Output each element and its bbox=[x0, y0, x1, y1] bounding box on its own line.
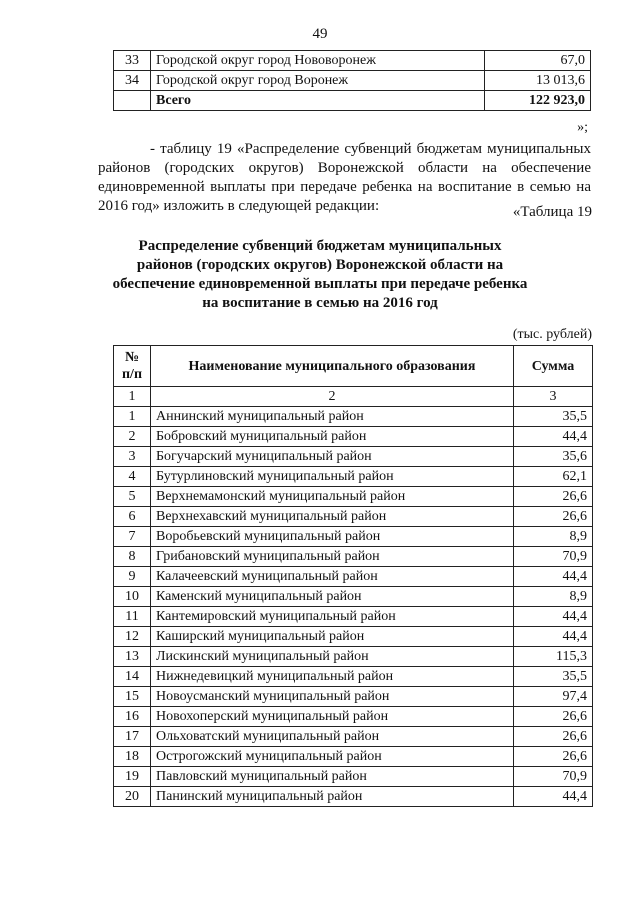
row-number: 4 bbox=[114, 467, 151, 487]
row-number: 15 bbox=[114, 687, 151, 707]
table-row bbox=[114, 51, 591, 71]
empty-cell bbox=[114, 91, 151, 111]
row-amount: 35,5 bbox=[514, 407, 593, 427]
total-amount: 122 923,0 bbox=[485, 91, 591, 111]
row-amount: 44,4 bbox=[514, 787, 593, 807]
table-row bbox=[114, 647, 593, 667]
row-amount: 35,5 bbox=[514, 667, 593, 687]
units-label: (тыс. рублей) bbox=[512, 327, 592, 342]
row-number: 18 bbox=[114, 747, 151, 767]
row-name: Верхнемамонский муниципальный район bbox=[151, 487, 514, 507]
row-name: Кантемировский муниципальный район bbox=[151, 607, 514, 627]
row-name: Воробьевский муниципальный район bbox=[151, 527, 514, 547]
row-name: Калачеевский муниципальный район bbox=[151, 567, 514, 587]
table-row bbox=[114, 427, 593, 447]
table-reference: «Таблица 19 bbox=[512, 204, 592, 220]
row-amount: 44,4 bbox=[514, 567, 593, 587]
table-row bbox=[114, 447, 593, 467]
table-row bbox=[114, 627, 593, 647]
table-row bbox=[114, 407, 593, 427]
row-number: 10 bbox=[114, 587, 151, 607]
row-number: 3 bbox=[114, 447, 151, 467]
row-name: Бобровский муниципальный район bbox=[151, 427, 514, 447]
row-name: Каменский муниципальный район bbox=[151, 587, 514, 607]
row-amount: 67,0 bbox=[485, 51, 591, 71]
row-number: 13 bbox=[114, 647, 151, 667]
table-row bbox=[114, 667, 593, 687]
row-number: 6 bbox=[114, 507, 151, 527]
row-amount: 70,9 bbox=[514, 547, 593, 567]
column-numbers-row bbox=[114, 387, 593, 407]
row-name: Аннинский муниципальный район bbox=[151, 407, 514, 427]
table-row bbox=[114, 687, 593, 707]
row-number: 16 bbox=[114, 707, 151, 727]
row-name: Панинский муниципальный район bbox=[151, 787, 514, 807]
page-number: 49 bbox=[312, 26, 328, 42]
row-name: Богучарский муниципальный район bbox=[151, 447, 514, 467]
row-name: Городской округ город Нововоронеж bbox=[151, 51, 485, 71]
table-row bbox=[114, 707, 593, 727]
table-row bbox=[114, 487, 593, 507]
table-header-row bbox=[114, 346, 593, 387]
row-amount: 44,4 bbox=[514, 427, 593, 447]
row-number: 2 bbox=[114, 427, 151, 447]
row-number: 1 bbox=[114, 407, 151, 427]
table-row bbox=[114, 527, 593, 547]
row-name: Городской округ город Воронеж bbox=[151, 71, 485, 91]
header-name: Наименование муниципального образования bbox=[151, 346, 514, 387]
row-name: Грибановский муниципальный район bbox=[151, 547, 514, 567]
row-amount: 26,6 bbox=[514, 707, 593, 727]
row-number: 12 bbox=[114, 627, 151, 647]
table-row bbox=[114, 767, 593, 787]
table-row bbox=[114, 507, 593, 527]
row-amount: 26,6 bbox=[514, 727, 593, 747]
row-number: 20 bbox=[114, 787, 151, 807]
row-number: 9 bbox=[114, 567, 151, 587]
row-amount: 26,6 bbox=[514, 747, 593, 767]
row-amount: 8,9 bbox=[514, 527, 593, 547]
row-amount: 35,6 bbox=[514, 447, 593, 467]
table-row bbox=[114, 607, 593, 627]
amendment-paragraph: - таблицу 19 «Распределение субвенций бюджетам муниципальных районов (городских округов) Воронежской области на обеспечение единовременной выплаты при передаче ребенка на воспитание в семью на 2016 год» изложить в следующей редакции: bbox=[98, 141, 591, 214]
row-amount: 44,4 bbox=[514, 627, 593, 647]
row-name: Новохоперский муниципальный район bbox=[151, 707, 514, 727]
row-number: 33 bbox=[114, 51, 151, 71]
row-number: 19 bbox=[114, 767, 151, 787]
table-row bbox=[114, 787, 593, 807]
table-title: Распределение субвенций бюджетам муниципальных районов (городских округов) Воронежской области на обеспечение единовременной выплаты при передаче ребенка на воспитание в семью на 2016 год bbox=[112, 238, 528, 311]
total-row bbox=[114, 91, 591, 111]
row-amount: 62,1 bbox=[514, 467, 593, 487]
header-amount: Сумма bbox=[514, 346, 593, 387]
row-amount: 13 013,6 bbox=[485, 71, 591, 91]
row-name: Верхнехавский муниципальный район bbox=[151, 507, 514, 527]
column-number: 2 bbox=[151, 387, 514, 407]
table-row bbox=[114, 567, 593, 587]
table-row bbox=[114, 547, 593, 567]
subvention-table bbox=[113, 345, 593, 807]
row-number: 8 bbox=[114, 547, 151, 567]
row-amount: 97,4 bbox=[514, 687, 593, 707]
row-amount: 44,4 bbox=[514, 607, 593, 627]
row-amount: 26,6 bbox=[514, 487, 593, 507]
row-name: Новоусманский муниципальный район bbox=[151, 687, 514, 707]
table-row bbox=[114, 747, 593, 767]
column-number: 3 bbox=[514, 387, 593, 407]
table-row bbox=[114, 71, 591, 91]
row-number: 14 bbox=[114, 667, 151, 687]
row-name: Павловский муниципальный район bbox=[151, 767, 514, 787]
row-number: 11 bbox=[114, 607, 151, 627]
header-num: № п/п bbox=[114, 346, 151, 387]
previous-table-end bbox=[113, 50, 591, 111]
row-number: 7 bbox=[114, 527, 151, 547]
row-amount: 26,6 bbox=[514, 507, 593, 527]
row-number: 34 bbox=[114, 71, 151, 91]
row-amount: 70,9 bbox=[514, 767, 593, 787]
row-number: 17 bbox=[114, 727, 151, 747]
closing-quote: »; bbox=[577, 120, 588, 135]
total-label: Всего bbox=[151, 91, 485, 111]
table-row bbox=[114, 587, 593, 607]
row-name: Ольховатский муниципальный район bbox=[151, 727, 514, 747]
row-amount: 115,3 bbox=[514, 647, 593, 667]
row-name: Нижнедевицкий муниципальный район bbox=[151, 667, 514, 687]
table-row bbox=[114, 727, 593, 747]
row-number: 5 bbox=[114, 487, 151, 507]
column-number: 1 bbox=[114, 387, 151, 407]
row-name: Каширский муниципальный район bbox=[151, 627, 514, 647]
row-name: Бутурлиновский муниципальный район bbox=[151, 467, 514, 487]
table-row bbox=[114, 467, 593, 487]
row-name: Лискинский муниципальный район bbox=[151, 647, 514, 667]
row-amount: 8,9 bbox=[514, 587, 593, 607]
row-name: Острогожский муниципальный район bbox=[151, 747, 514, 767]
